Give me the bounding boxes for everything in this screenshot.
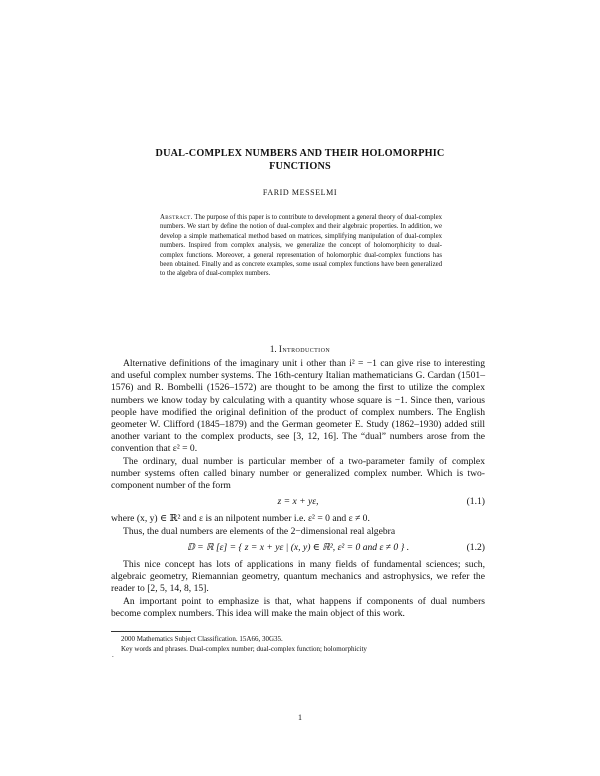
equation-1-1-body: z = x + yε,: [277, 496, 319, 508]
equation-1-2: [111, 542, 485, 554]
equation-1-2-number: (1.2): [466, 541, 485, 553]
title-line-1: DUAL-COMPLEX NUMBERS AND THEIR HOLOMORPHIC: [155, 148, 445, 159]
footnote-rule: [111, 631, 191, 632]
equation-1-1: [111, 496, 485, 508]
title-line-2: FUNCTIONS: [269, 161, 331, 172]
paragraph-4: Thus, the dual numbers are elements of the 2−dimensional real algebra: [123, 525, 396, 537]
abstract-text: The purpose of this paper is to contribute to development a general theory of dual-complex numbers. We start by define the notion of dual-complex and their algebraic properties. In addition, we develop a simple mathematical method based on matrices, simplifying manipulation of dual-complex numbers. Inspired from complex analysis, we generalize the concept of holomorphicity to dual-complex functions. Moreover, a general representation of holomorphic dual-complex functions has been obtained. Finally and as concrete examples, some usual complex functions have been generalized to the algebra of dual-complex numbers.: [160, 214, 443, 278]
section-title: Introduction: [278, 344, 331, 354]
equation-1-2-body: 𝔻 = ℝ [ε] = { z = x + yε | (x, y) ∈ ℝ², ε² = 0 and ε ≠ 0 } .: [186, 541, 410, 553]
equation-1-1-number: (1.1): [466, 496, 485, 508]
footnote-keywords: Key words and phrases. Dual-complex number; dual-complex function; holomorphicity: [121, 645, 367, 653]
footnote-msc: 2000 Mathematics Subject Classification. 15A66, 30G35.: [121, 635, 283, 643]
section-number: 1.: [269, 344, 277, 354]
abstract: [160, 213, 442, 279]
abstract-label: Abstract.: [160, 214, 193, 221]
author-name: FARID MESSELMI: [262, 188, 338, 197]
paper-title: [100, 147, 500, 173]
footnote-dot: .: [112, 651, 114, 659]
section-heading: [100, 344, 500, 354]
body-text: [111, 358, 485, 620]
page-number: 1: [298, 713, 302, 722]
paragraph-2: The ordinary, dual number is particular member of a two-parameter family of complex number systems often called binary number or generalized complex number. Which is two-component number of the form: [111, 455, 485, 492]
paragraph-6: An important point to emphasize is that, what happens if components of dual numbers become complex numbers. This idea will make the main object of this work.: [111, 595, 485, 619]
paragraph-1: Alternative definitions of the imaginary unit i other than i² = −1 can give rise to interesting and useful complex number systems. The 16th-century Italian mathematicians G. Cardan (1501–1576) and R. Bombelli (1526–1572) are thought to be among the first to utilize the complex numbers we know today by calculating with a quantity whose square is −1. Since then, various people have modified the original definition of the product of complex numbers. The English geometer W. Clifford (1845–1879) and the German geometer E. Study (1862–1930) added still another variant to the complex products, see [3, 12, 16]. The “dual” numbers arose from the convention that ε² = 0.: [111, 358, 485, 455]
paragraph-5: This nice concept has lots of applications in many fields of fundamental sciences; such, algebraic geometry, Riemannian geometry, quantum mechanics and astrophysics, we refer the reader to [2, 5, 14, 8, 15].: [111, 559, 485, 595]
paragraph-3: where (x, y) ∈ ℝ² and ε is an nilpotent number i.e. ε² = 0 and ε ≠ 0.: [111, 513, 370, 525]
footnotes: [111, 634, 485, 654]
